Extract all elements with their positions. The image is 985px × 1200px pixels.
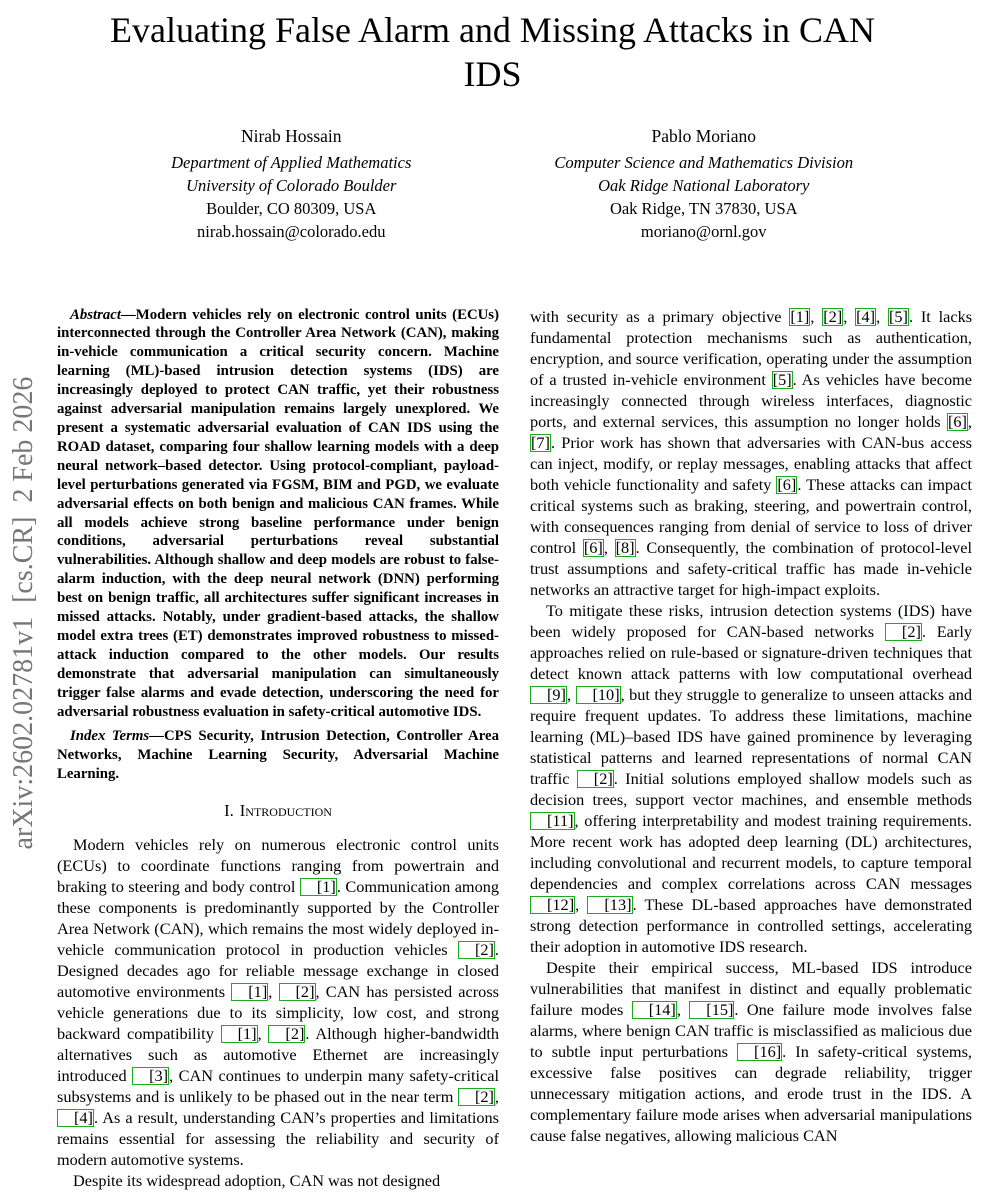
author-address: Boulder, CO 80309, USA — [206, 198, 377, 218]
citation-link[interactable]: [5] — [888, 306, 908, 326]
citation-link[interactable]: [4] — [57, 1109, 94, 1127]
citation-link[interactable]: [3] — [132, 1067, 169, 1085]
citation-link[interactable]: [4] — [856, 306, 876, 326]
citation-link[interactable]: [7] — [531, 432, 550, 452]
index-terms — [57, 727, 499, 784]
section-heading-introduction — [57, 801, 499, 821]
intro-paragraph-2: Despite its widespread adoption, CAN was not designed — [73, 1171, 441, 1191]
citation-link[interactable]: [5] — [772, 369, 792, 389]
index-terms-label: Index Terms— — [70, 728, 164, 745]
left-column — [57, 306, 499, 1192]
author-name: Pablo Moriano — [651, 125, 756, 146]
citation-link[interactable]: [16] — [737, 1043, 782, 1061]
abstract-label: Abstract— — [70, 306, 136, 323]
paper-title: Evaluating False Alarm and Missing Attacks in CAN IDS — [110, 10, 875, 95]
citation-link[interactable]: [1] — [790, 306, 810, 326]
citation-link[interactable]: [1] — [300, 878, 337, 896]
citation-link[interactable]: [2] — [577, 770, 614, 788]
index-terms-text: CPS Security, Intrusion Detection, Controller Area Networks, Machine Learning Security, Adversarial Machine Learning. — [57, 728, 499, 783]
section-number: I. — [224, 801, 234, 821]
citation-link[interactable]: [10] — [576, 686, 621, 704]
right-paragraph-2: To mitigate these risks, intrusion detection systems (IDS) have been widely proposed for CAN-based networks [2]. Early approaches relied on rule-based or signature-driven techniques that detect known attack patterns with low computational overhead [9], [10], but they struggle to generalize to unseen attacks and require frequent updates. To address these limitations, machine learning (ML)–based IDS have gained prominence by leveraging statistical patterns and learned representations of normal CAN traffic [2]. Initial solutions employed shallow models such as decision trees, support vector machines, and ensemble methods [11], offering interpretability and modest training requirements. More recent work has adopted deep learning (DL) architectures, including convolutional and recurrent models, to capture temporal dependencies and complex correlations across CAN messages [12], [13]. These DL-based approaches have demonstrated strong detection performance in controlled settings, accelerating their adoption in automotive IDS research. — [530, 600, 973, 956]
citation-link[interactable]: [13] — [587, 896, 632, 914]
citation-link[interactable]: [9] — [530, 686, 567, 704]
citation-link[interactable]: [15] — [689, 1001, 734, 1019]
intro-paragraph-1: Modern vehicles rely on numerous electronic control units (ECUs) to coordinate functions ranging from powertrain and braking to steering and body control [1]. Communication among these components is predominantly supported by the Controller Area Network (CAN), which remains the most widely deployed in-vehicle communication protocol in production vehicles [2]. Designed decades ago for reliable message exchange in closed automotive environments [1], [2], CAN has persisted across vehicle generations due to its simplicity, low cost, and strong backward compatibility [1], [2]. Although higher-bandwidth alternatives such as automotive Ethernet are increasingly introduced [3], CAN continues to underpin many safety-critical subsystems and is unlikely to be phased out in the near term [2], [4]. As a result, understanding CAN’s properties and limitations remains essential for assessing the reliability and security of modern automotive systems. — [57, 835, 500, 1170]
author-name: Nirab Hossain — [240, 125, 342, 146]
citation-link[interactable]: [1] — [231, 983, 268, 1001]
right-paragraph-3: Despite their empirical success, ML-based IDS introduce vulnerabilities that manifest in distinct and equally problematic failure modes [14], [15]. One failure mode involves false alarms, where benign CAN traffic is misclassified as malicious due to subtle input perturbations [16]. In safety-critical systems, excessive false positives can degrade reliability, trigger unnecessary mitigation actions, and erode trust in the IDS. A complementary failure mode arises when adversarial manipulations cause false negatives, allowing malicious CAN — [530, 957, 973, 1145]
right-column — [530, 306, 972, 1192]
two-column-body — [57, 306, 972, 1192]
citation-link[interactable]: [6] — [583, 537, 603, 557]
citation-link[interactable]: [2] — [458, 1088, 495, 1106]
citation-link[interactable]: [2] — [885, 623, 922, 641]
author-email: moriano@ornl.gov — [640, 221, 767, 241]
citation-link[interactable]: [6] — [947, 411, 967, 431]
citation-link[interactable]: [6] — [777, 474, 797, 494]
citation-link[interactable]: [8] — [615, 537, 635, 557]
author-block-1 — [85, 124, 498, 243]
citation-link[interactable]: [12] — [530, 896, 575, 914]
citation-link[interactable]: [2] — [279, 983, 316, 1001]
citation-link[interactable]: [11] — [530, 812, 575, 830]
citation-link[interactable]: [2] — [458, 941, 495, 959]
citation-link[interactable]: [2] — [268, 1025, 305, 1043]
author-address: Oak Ridge, TN 37830, USA — [609, 198, 798, 218]
citation-link[interactable]: [2] — [823, 306, 843, 326]
author-institution: University of Colorado Boulder — [186, 175, 397, 195]
abstract-text: Modern vehicles rely on electronic control units (ECUs) interconnected through the Controller Area Network (CAN), making in-vehicle communication a critical security concern. Machine learning (ML)-based intrusion detection systems (IDS) are increasingly deployed to protect CAN traffic, yet their robustness against adversarial manipulation remains largely unexplored. We present a systematic adversarial evaluation of CAN IDS using the ROAD dataset, comparing four shallow learning models with a deep neural network–based detector. Using protocol-compliant, payload-level perturbations generated via FGSM, BIM and PGD, we evaluate adversarial effects on both benign and malicious CAN frames. While all models achieve strong baseline performance under benign conditions, adversarial perturbations reveal substantial vulnerabilities. Although shallow and deep models are robust to false-alarm induction, with the deep neural network (DNN) performing best on benign traffic, all architectures suffer significant increases in missed attacks. Notably, under gradient-based attacks, the shallow model extra trees (ET) demonstrates improved robustness to missed-attack induction compared to the other models. Our results demonstrate that adversarial manipulation can simultaneously trigger false alarms and evade detection, underscoring the need for adversarial robustness evaluation in safety-critical automotive IDS. — [57, 306, 499, 720]
arxiv-stamp: arXiv:2602.02781v1 [cs.CR] 2 Feb 2026 — [8, 376, 39, 850]
author-institution: Oak Ridge National Laboratory — [598, 175, 810, 195]
author-department: Computer Science and Mathematics Division — [554, 152, 854, 172]
author-blocks — [85, 124, 910, 243]
abstract — [57, 306, 499, 722]
citation-link[interactable]: [1] — [221, 1025, 258, 1043]
author-email: nirab.hossain@colorado.edu — [197, 221, 386, 241]
section-title: Introduction — [239, 801, 332, 821]
right-paragraph-1: with security as a primary objective [1], [2], [4], [5]. It lacks fundamental protection mechanisms such as authentication, encryption, and source verification, operating under the assumption of a trusted in-vehicle environment [5]. As vehicles have become increasingly connected through wireless interfaces, diagnostic ports, and external services, this assumption no longer holds [6], [7]. Prior work has shown that adversaries with CAN-bus access can inject, modify, or replay messages, enabling attacks that affect both vehicle functionality and safety [6]. These attacks can impact critical systems such as braking, steering, and powertrain control, with consequences ranging from denial of service to loss of driver control [6], [8]. Consequently, the combination of protocol-level trust assumptions and safety-critical traffic has made in-vehicle networks an attractive target for high-impact exploits. — [530, 306, 973, 599]
author-block-2 — [498, 124, 911, 243]
citation-link[interactable]: [14] — [632, 1001, 677, 1019]
author-department: Department of Applied Mathematics — [171, 152, 412, 172]
